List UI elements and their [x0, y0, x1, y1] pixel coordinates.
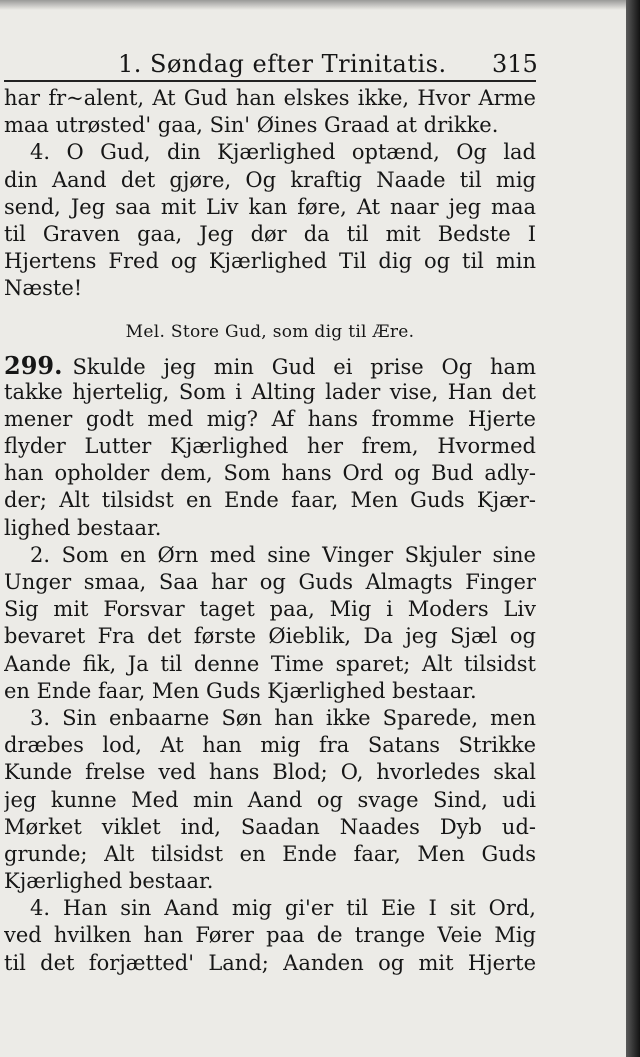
text-line: til det forjætted' Land; Aanden og mit Hjerte: [4, 950, 536, 975]
text-line: Skulde jeg min Gud ei prise Og ham: [72, 354, 536, 379]
verse-start-line: 4. O Gud, din Kjærlighed optænd, Og lad: [30, 140, 536, 165]
text-line: Hjertens Fred og Kjærlighed Til dig og til min: [4, 249, 536, 274]
text-line: bevaret Fra det første Øieblik, Da jeg Sjæl og: [4, 624, 536, 649]
verse-start-line: 4. Han sin Aand mig gi'er til Eie I sit Ord,: [30, 896, 536, 921]
page-top-shadow: [0, 0, 626, 10]
text-line: har fr~alent, At Gud han elskes ikke, Hvor Arme: [4, 86, 536, 110]
text-line: der; Alt tilsidst en Ende faar, Men Guds Kjær-: [4, 488, 536, 513]
text-line: maa utrøsted' gaa, Sin' Øines Graad at drikke.: [4, 113, 499, 138]
running-header: [0, 48, 626, 84]
melody-indication: Mel. Store Gud, som dig til Ære.: [125, 321, 415, 342]
text-line: lighed bestaar.: [4, 515, 162, 540]
text-line: grunde; Alt tilsidst en Ende faar, Men Guds: [4, 841, 536, 866]
hymn-number: 299.: [4, 351, 63, 379]
text-line: ved hvilken han Fører paa de trange Veie Mig: [4, 923, 536, 948]
text-line: Kunde frelse ved hans Blod; O, hvorledes skal: [4, 760, 536, 785]
text-line: Næste!: [4, 276, 83, 301]
text-line: Aande fik, Ja til denne Time sparet; Alt tilsidst: [4, 651, 536, 676]
text-line: dræbes lod, At han mig fra Satans Strikke: [4, 733, 536, 758]
text-line: send, Jeg saa mit Liv kan føre, At naar jeg maa: [4, 194, 536, 219]
text-line: flyder Lutter Kjærlighed her frem, Hvormed: [4, 434, 536, 459]
text-line: han opholder dem, Som hans Ord og Bud adly-: [4, 461, 536, 486]
header-rule: [4, 80, 536, 82]
text-line: Sig mit Forsvar taget paa, Mig i Moders Liv: [4, 597, 536, 622]
verse-start-line: 2. Som en Ørn med sine Vinger Skjuler sine: [30, 542, 536, 567]
text-line: Kjærlighed bestaar.: [4, 869, 214, 894]
page-body: [4, 85, 536, 977]
text-line: mener godt med mig? Af hans fromme Hjerte: [4, 406, 536, 431]
text-line: til Graven gaa, Jeg dør da til mit Bedste I: [4, 221, 536, 246]
running-header-title: 1. Søndag efter Trinitatis.: [118, 50, 447, 78]
text-line: Mørket viklet ind, Saadan Naades Dyb ud-: [4, 814, 536, 839]
text-line: en Ende faar, Men Guds Kjærlighed bestaar.: [4, 678, 477, 703]
text-line: jeg kunne Med min Aand og svage Sind, udi: [4, 787, 536, 812]
page-number: 315: [492, 50, 538, 78]
text-line: takke hjertelig, Som i Alting lader vise, Han det: [4, 379, 536, 404]
book-spine-shadow: [626, 0, 640, 1057]
hymn-first-line: [4, 352, 536, 379]
text-line: Unger smaa, Saa har og Guds Almagts Finger: [4, 570, 536, 594]
text-line: din Aand det gjøre, Og kraftig Naade til mig: [4, 167, 536, 192]
verse-start-line: 3. Sin enbaarne Søn han ikke Sparede, men: [30, 705, 536, 730]
